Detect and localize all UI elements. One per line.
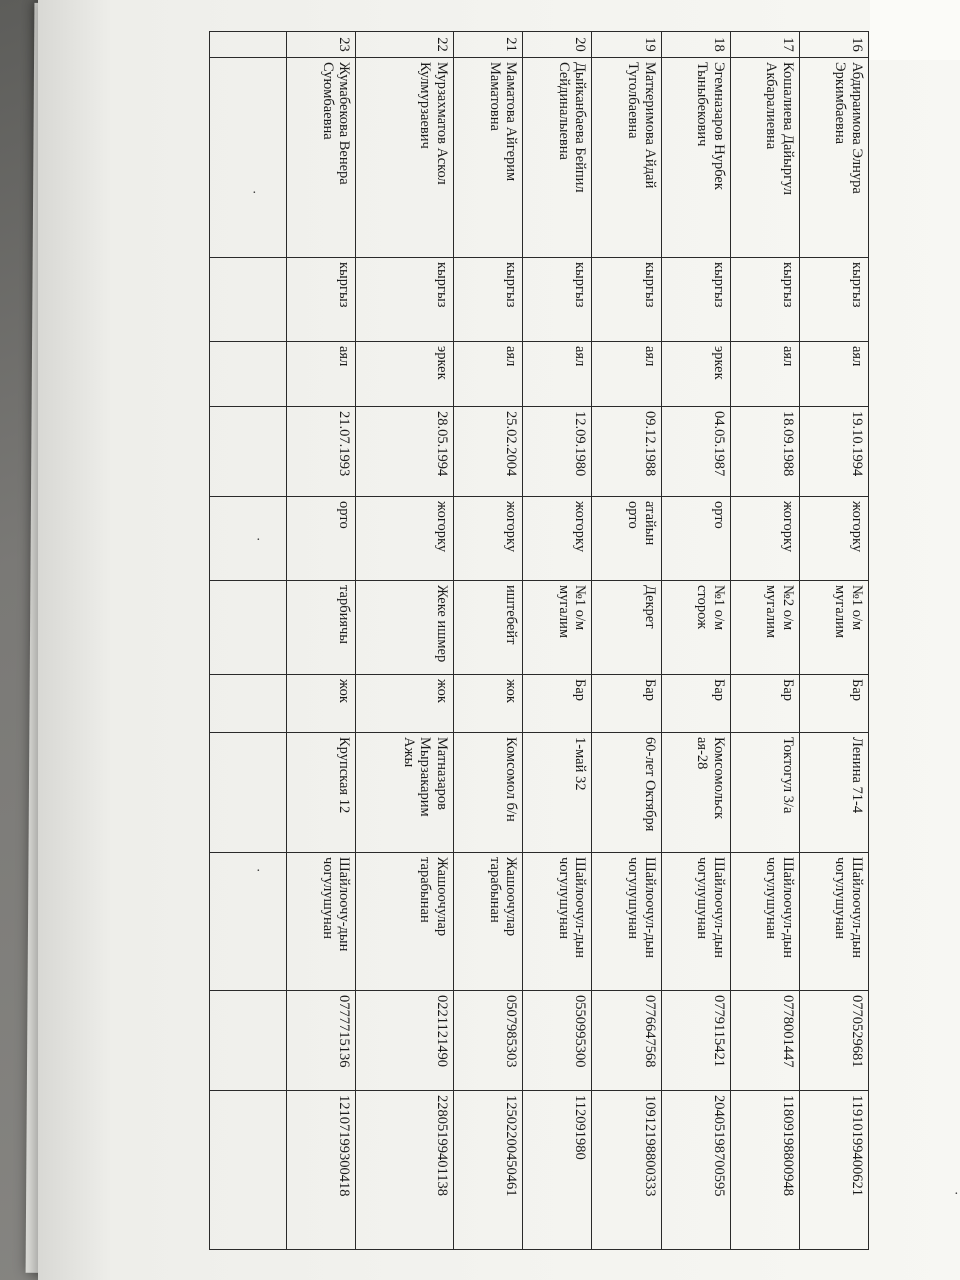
nationality-cell: кыргыз [799, 258, 868, 342]
address-cell: Ленина 71-4 [799, 733, 868, 853]
table-row [287, 32, 356, 1250]
phone-cell: 0770529681 [799, 991, 868, 1091]
table-row [592, 32, 661, 1250]
status-cell: жок [454, 675, 523, 733]
nominated-by-cell: Шайлоочу-дын чогулушунан [287, 853, 356, 991]
nationality-cell: кыргыз [287, 258, 356, 342]
status-cell: жок [287, 675, 356, 733]
nationality-cell: кыргыз [661, 258, 730, 342]
occupation-cell: Жеке ишмер [356, 581, 454, 675]
status-cell: Бар [799, 675, 868, 733]
sex-cell: аял [592, 342, 661, 407]
pencil-mark: · [256, 533, 261, 548]
status-cell: Бар [523, 675, 592, 733]
occupation-cell: №1 о/м мугалим [523, 581, 592, 675]
table-row [523, 32, 592, 1250]
personal-id-cell: 22805199401138 [356, 1091, 454, 1250]
occupation-cell: иштебейт [454, 581, 523, 675]
row-number-cell: 23 [287, 32, 356, 58]
address-cell: Матназаров Мырзакарим Ажы [356, 733, 454, 853]
table-row [730, 32, 799, 1250]
full-name-cell: Эгемназаров Нурбек Тыныбекович [661, 58, 730, 258]
row-number-cell: 22 [356, 32, 454, 58]
nominated-by-cell: Шайлоочул-дын чогулушунан [523, 853, 592, 991]
occupation-cell: тарбиячы [287, 581, 356, 675]
status-cell: жок [356, 675, 454, 733]
pencil-mark: · [252, 186, 257, 201]
education-cell: атайын орто [592, 497, 661, 581]
occupation-cell: №1 о/м мугалим [799, 581, 868, 675]
personal-id-cell: 11809198800948 [730, 1091, 799, 1250]
nationality-cell: кыргыз [592, 258, 661, 342]
phone-cell: 0776647568 [592, 991, 661, 1091]
nationality-cell: кыргыз [523, 258, 592, 342]
row-number-cell: 18 [661, 32, 730, 58]
phone-cell: 0550995300 [523, 991, 592, 1091]
status-cell: Бар [730, 675, 799, 733]
full-name-cell: Кошалиева Дайыргул Акбаралиевна [730, 58, 799, 258]
full-name-cell: Дыйканбаева Бейпил Сейдиналыевна [523, 58, 592, 258]
personal-id-cell: 11910199400621 [799, 1091, 868, 1250]
blank-row [210, 32, 287, 1250]
table-row [356, 32, 454, 1250]
sex-cell: эркек [356, 342, 454, 407]
row-number-cell: 19 [592, 32, 661, 58]
sex-cell: аял [730, 342, 799, 407]
address-cell: Комсомол б/н [454, 733, 523, 853]
row-number-cell: 21 [454, 32, 523, 58]
pencil-mark: · [954, 1187, 959, 1202]
rotated-table-area [209, 31, 869, 1249]
table-container [209, 31, 869, 1249]
education-cell: жогорку [523, 497, 592, 581]
occupation-cell: №1 о/м сторож [661, 581, 730, 675]
address-cell: Крупская 12 [287, 733, 356, 853]
personal-id-cell: 12502200450461 [454, 1091, 523, 1250]
table-row [661, 32, 730, 1250]
birth-date-cell: 28.05.1994 [356, 407, 454, 497]
nominated-by-cell: Жашоочулар тарабынан [454, 853, 523, 991]
full-name-cell: Жумабекова Венера Суюмбаевна [287, 58, 356, 258]
nationality-cell: кыргыз [730, 258, 799, 342]
address-cell: Комсомольск ая-28 [661, 733, 730, 853]
nationality-cell: кыргыз [356, 258, 454, 342]
personal-id-cell: 20405198700595 [661, 1091, 730, 1250]
nationality-cell: кыргыз [454, 258, 523, 342]
education-cell: орто [287, 497, 356, 581]
nominated-by-cell: Жашоочулар тарабынан [356, 853, 454, 991]
sex-cell: аял [799, 342, 868, 407]
table-body [287, 32, 869, 1250]
occupation-cell: №2 о/м мугалим [730, 581, 799, 675]
full-name-cell: Абдираимова Элнура Эркимбаевна [799, 58, 868, 258]
sex-cell: аял [287, 342, 356, 407]
sex-cell: аял [454, 342, 523, 407]
phone-cell: 0779115421 [661, 991, 730, 1091]
full-name-cell: Маткеримова Айдай Туголбаевна [592, 58, 661, 258]
birth-date-cell: 19.10.1994 [799, 407, 868, 497]
table-row [454, 32, 523, 1250]
birth-date-cell: 18.09.1988 [730, 407, 799, 497]
table-row [799, 32, 868, 1250]
education-cell: жогорку [454, 497, 523, 581]
status-cell: Бар [592, 675, 661, 733]
education-cell: жогорку [356, 497, 454, 581]
desk-glare [870, 0, 960, 60]
occupation-cell: Декрет [592, 581, 661, 675]
sex-cell: аял [523, 342, 592, 407]
birth-date-cell: 09.12.1988 [592, 407, 661, 497]
row-number-cell: 17 [730, 32, 799, 58]
address-cell: 60-лет Октября [592, 733, 661, 853]
birth-date-cell: 21.07.1993 [287, 407, 356, 497]
candidates-table [209, 31, 869, 1250]
nominated-by-cell: Шайлоочул-дын чогулушунан [799, 853, 868, 991]
status-cell: Бар [661, 675, 730, 733]
full-name-cell: Мурзахматов Аскол Кулмурзаевич [356, 58, 454, 258]
education-cell: жогорку [730, 497, 799, 581]
address-cell: Токтогул 3/а [730, 733, 799, 853]
birth-date-cell: 25.02.2004 [454, 407, 523, 497]
education-cell: орто [661, 497, 730, 581]
nominated-by-cell: Шайлоочул-дын чогулушунан [730, 853, 799, 991]
phone-cell: 0778001447 [730, 991, 799, 1091]
personal-id-cell: 12107199300418 [287, 1091, 356, 1250]
address-cell: 1-май 32 [523, 733, 592, 853]
education-cell: жогорку [799, 497, 868, 581]
personal-id-cell: 112091980 [523, 1091, 592, 1250]
full-name-cell: Маматова Айгерим Маматовна [454, 58, 523, 258]
phone-cell: 0507985303 [454, 991, 523, 1091]
personal-id-cell: 10912198800333 [592, 1091, 661, 1250]
nominated-by-cell: Шайлоочул-дын чогулушунан [592, 853, 661, 991]
phone-cell: 0221121490 [356, 991, 454, 1091]
pencil-mark: · [256, 864, 261, 879]
row-number-cell: 20 [523, 32, 592, 58]
row-number-cell: 16 [799, 32, 868, 58]
phone-cell: 0777715136 [287, 991, 356, 1091]
nominated-by-cell: Шайлоочул-дын чогулушунан [661, 853, 730, 991]
birth-date-cell: 04.05.1987 [661, 407, 730, 497]
sex-cell: эркек [661, 342, 730, 407]
birth-date-cell: 12.09.1980 [523, 407, 592, 497]
